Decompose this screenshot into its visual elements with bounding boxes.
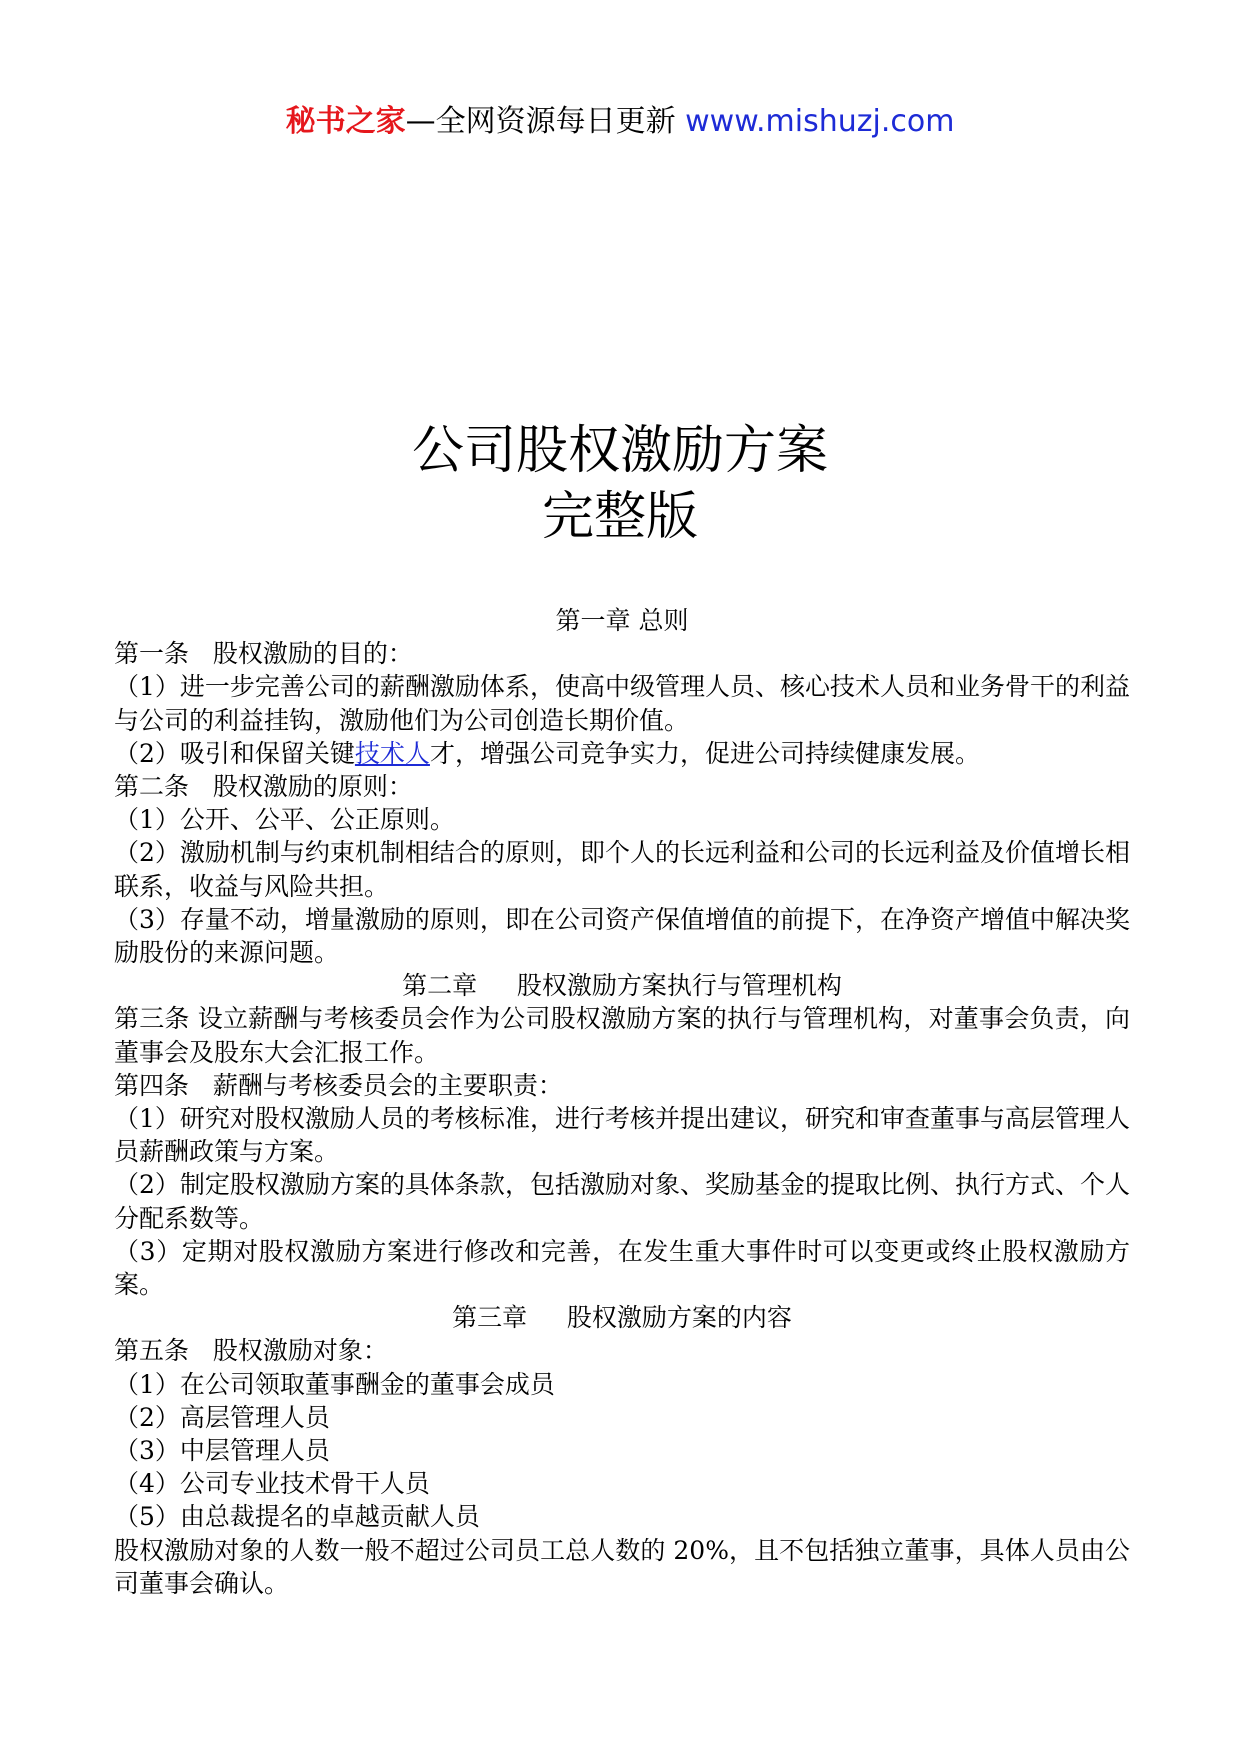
article-1-title: 第一条 股权激励的目的： [114,639,413,669]
article-4-item-1: （1）研究对股权激励人员的考核标准，进行考核并提出建议，研究和审查董事与高层管理人员薪酬政策与方案。 [114,1104,1130,1167]
article-4-title: 第四条 薪酬与考核委员会的主要职责： [114,1070,563,1100]
article-5-note: 股权激励对象的人数一般不超过公司员工总人数的 20%，且不包括独立董事，具体人员由公司董事会确认。 [114,1535,1130,1598]
chapter-1-heading: 第一章 总则 [555,606,689,635]
article-1-item-2 [114,737,1130,770]
document-title [0,418,1240,550]
article-1-item-1: （1）进一步完善公司的薪酬激励体系，使高中级管理人员、核心技术人员和业务骨干的利益与公司的利益挂钩，激励他们为公司创造长期价值。 [114,672,1130,735]
article-2-title: 第二条 股权激励的原则： [114,772,413,802]
banner-tagline: —全网资源每日更新 [405,104,676,139]
article-5-item-4: （4）公司专业技术骨干人员 [114,1469,430,1499]
article-2-item-2: （2）激励机制与约束机制相结合的原则，即个人的长远利益和公司的长远利益及价值增长相联系，收益与风险共担。 [114,838,1130,901]
title-line-1: 公司股权激励方案 [411,421,828,481]
article-4-item-2: （2）制定股权激励方案的具体条款，包括激励对象、奖励基金的提取比例、执行方式、个人分配系数等。 [114,1170,1130,1233]
banner-url-link[interactable]: www.mishuzj.com [685,104,955,139]
article-1-item-2-text-before: （2）吸引和保留关键 [114,738,355,768]
article-5-item-1: （1）在公司领取董事酬金的董事会成员 [114,1369,555,1399]
site-banner [0,100,1240,144]
article-3: 第三条 设立薪酬与考核委员会作为公司股权激励方案的执行与管理机构，对董事会负责，向董事会及股东大会汇报工作。 [114,1004,1130,1067]
article-2-item-1: （1）公开、公平、公正原则。 [114,805,455,835]
article-5-title: 第五条 股权激励对象： [114,1336,388,1366]
article-5-item-3: （3）中层管理人员 [114,1436,330,1466]
article-1-item-2-text-after: 才，增强公司竞争实力，促进公司持续健康发展。 [429,738,980,768]
banner-brand: 秘书之家 [285,104,406,139]
article-2-item-3: （3）存量不动，增量激励的原则，即在公司资产保值增值的前提下，在净资产增值中解决奖励股份的来源问题。 [114,904,1130,968]
technical-talent-link[interactable]: 技术人 [354,738,430,768]
article-5-item-5: （5）由总裁提名的卓越贡献人员 [114,1502,480,1532]
article-4-item-3: （3）定期对股权激励方案进行修改和完善，在发生重大事件时可以变更或终止股权激励方案。 [114,1236,1130,1300]
title-line-2: 完整版 [541,487,698,547]
article-5-item-2: （2）高层管理人员 [114,1402,330,1432]
chapter-3-heading: 第三章 股权激励方案的内容 [452,1303,792,1333]
document-body [114,604,1130,1600]
chapter-2-heading: 第二章 股权激励方案执行与管理机构 [402,971,842,1001]
